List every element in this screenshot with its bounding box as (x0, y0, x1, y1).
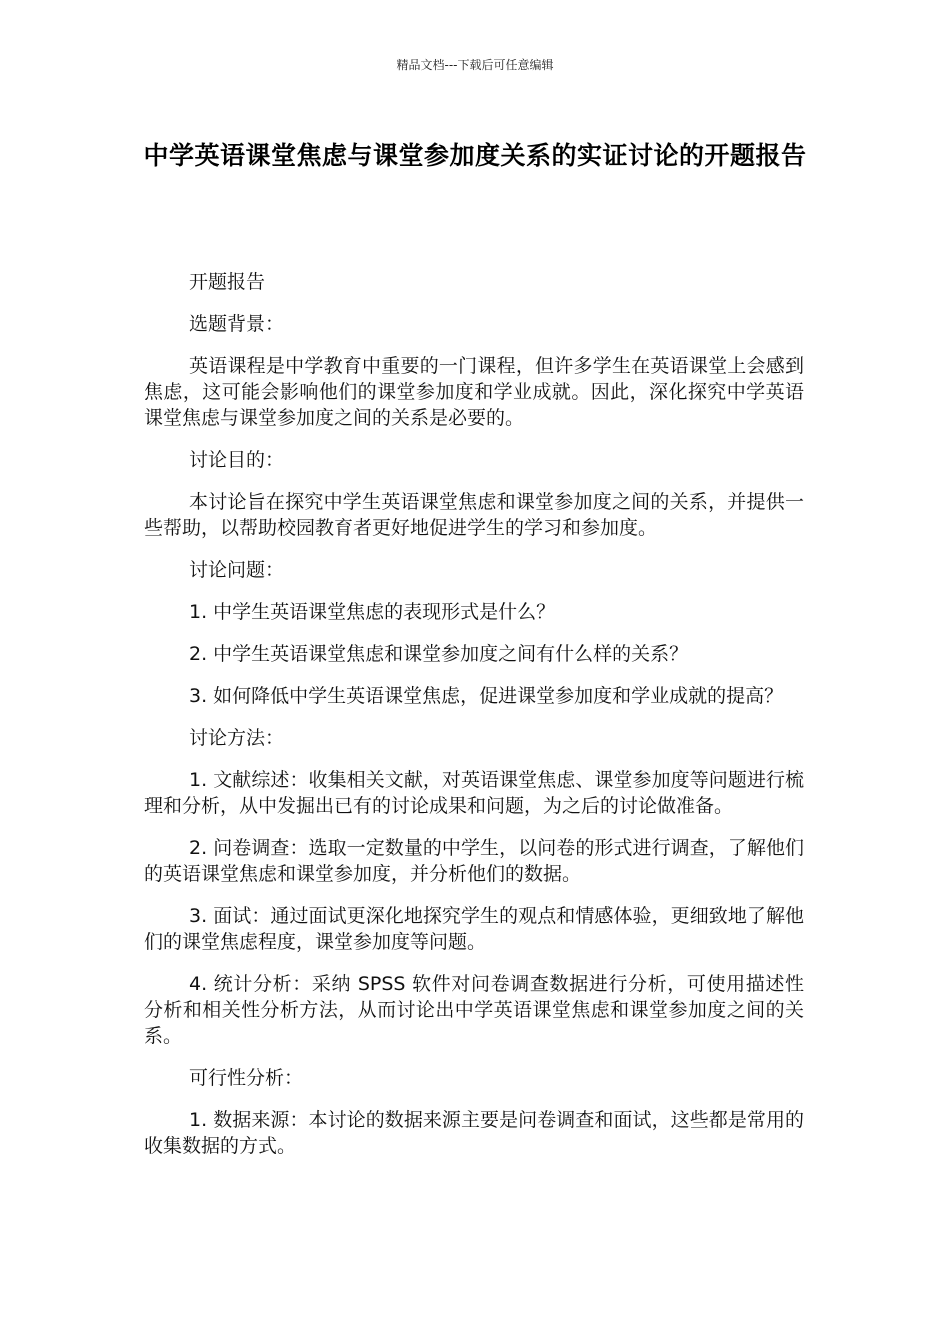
method-item-1: 1. 文献综述：收集相关文献，对英语课堂焦虑、课堂参加度等问题进行梳理和分析，从中发掘出已有的讨论成果和问题，为之后的讨论做准备。 (144, 769, 804, 817)
section-heading-purpose: 讨论目的： (189, 449, 285, 471)
question-item-1: 1. 中学生英语课堂焦虑的表现形式是什么？ (189, 601, 556, 623)
paragraph-purpose: 本讨论旨在探究中学生英语课堂焦虑和课堂参加度之间的关系，并提供一些帮助，以帮助校园教育者更好地促进学生的学习和参加度。 (144, 491, 804, 539)
page-title: 中学英语课堂焦虑与课堂参加度关系的实证讨论的开题报告 (143, 141, 807, 170)
method-item-4: 4. 统计分析：采纳 SPSS 软件对问卷调查数据进行分析，可使用描述性分析和相关性分析方法，从而讨论出中学英语课堂焦虑和课堂参加度之间的关系。 (144, 973, 804, 1047)
question-item-2: 2. 中学生英语课堂焦虑和课堂参加度之间有什么样的关系？ (189, 643, 689, 665)
header-note: 精品文档---下载后可任意编辑 (396, 58, 554, 72)
section-heading-questions: 讨论问题： (189, 559, 285, 581)
method-item-2: 2. 问卷调查：选取一定数量的中学生，以问卷的形式进行调查，了解他们的英语课堂焦虑和课堂参加度，并分析他们的数据。 (144, 837, 804, 885)
section-heading-methods: 讨论方法： (189, 727, 285, 749)
paragraph-background: 英语课程是中学教育中重要的一门课程，但许多学生在英语课堂上会感到焦虑，这可能会影响他们的课堂参加度和学业成就。因此，深化探究中学英语课堂焦虑与课堂参加度之间的关系是必要的。 (144, 355, 804, 429)
method-item-3: 3. 面试：通过面试更深化地探究学生的观点和情感体验，更细致地了解他们的课堂焦虑程度，课堂参加度等问题。 (144, 905, 804, 953)
section-heading-feasibility: 可行性分析： (189, 1067, 304, 1089)
question-item-3: 3. 如何降低中学生英语课堂焦虑，促进课堂参加度和学业成就的提高？ (189, 685, 784, 707)
document-body (144, 269, 804, 1175)
section-heading-background: 选题背景： (189, 313, 285, 335)
section-label-report: 开题报告 (189, 271, 266, 293)
feasibility-item-1: 1. 数据来源：本讨论的数据来源主要是问卷调查和面试，这些都是常用的收集数据的方式。 (144, 1109, 804, 1157)
